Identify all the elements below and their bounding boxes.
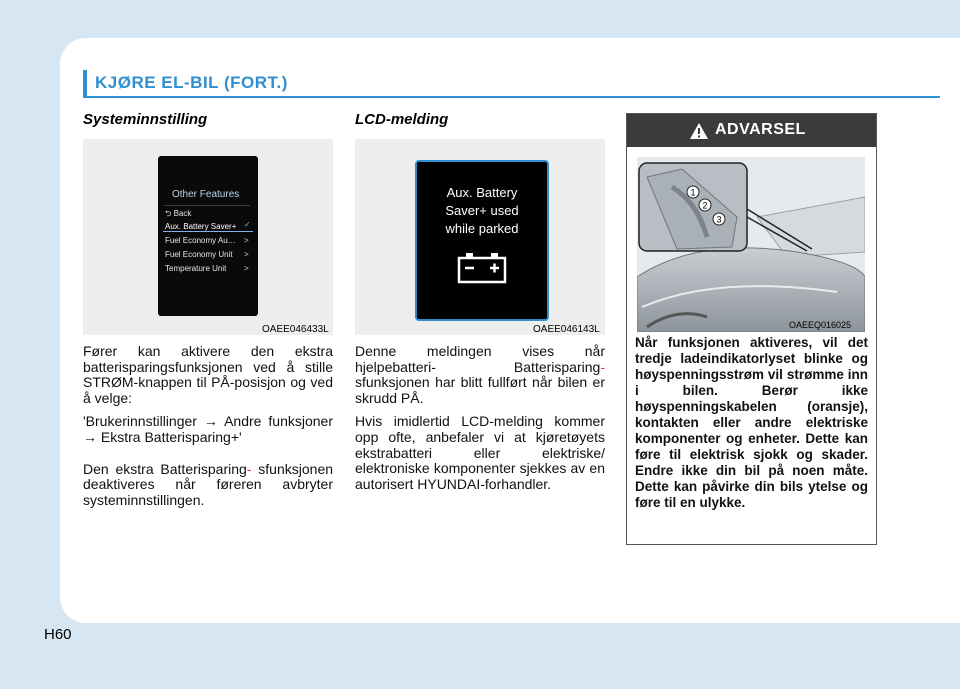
lcd-line-3: while parked <box>445 221 519 236</box>
lcd-message <box>417 184 547 238</box>
left-paragraph-3-part-b: sfunksjonen deaktiveres når føreren avbryter systeminnstillingen. <box>83 460 334 508</box>
section-header: KJØRE EL-BIL (FORT.) <box>95 73 288 92</box>
middle-paragraph-2: Hvis imidlertid LCD-melding kommer opp ofte, anbefaler vi at kjøretøyets ekstrabatteri eller elektriske/ elektroniske komponenter sjekkes av en autorisert HYUNDAI-forhandler. <box>355 413 605 492</box>
lcd-screen <box>415 160 549 321</box>
figure-code: OAEE046433L <box>262 324 329 335</box>
menu-item-back: ⮌ Back <box>165 209 192 218</box>
figure-code: OAEEQ016025 <box>789 320 852 330</box>
callout-3: 3 <box>716 214 722 225</box>
warning-box <box>626 113 877 545</box>
car-illustration <box>637 157 865 332</box>
battery-icon <box>457 250 507 284</box>
chevron-right-icon: > <box>244 264 249 273</box>
left-paragraph-3 <box>83 462 333 509</box>
header-rule <box>83 96 940 98</box>
warning-triangle-icon <box>689 122 709 140</box>
middle-paragraph-1-part-b: sfunksjonen har blitt fullført når bilen er skrudd PÅ. <box>355 374 605 406</box>
warning-text: Når funksjonen aktiveres, vil det tredje ladeindikatorlyset blinke og høyspenningsstrøm vil strømme inn i bilen. Berør ikke høyspenningskabelen (oransje), kontakten eller andre elektriske komponenter og enheter. Dette kan føre til elektrisk sjokk og skader. Endre ikke din bil på noen måte. Dette kan påvirke din bils ytelse og føre til en ulykke. <box>635 335 868 510</box>
middle-paragraph-1 <box>355 344 605 406</box>
middle-paragraph-1-part-a: Denne meldingen vises når hjelpebatteri- Batterisparing <box>355 343 605 375</box>
lcd-line-1: Aux. Battery <box>446 185 518 200</box>
menu-title: Other Features <box>172 189 240 200</box>
menu-item-aux-battery: Aux. Battery Saver+ <box>165 222 237 231</box>
menu-item-fuel-economy-unit: Fuel Economy Unit <box>165 250 233 259</box>
middle-body <box>355 344 605 500</box>
car-hood-figure <box>637 157 865 332</box>
callout-1: 1 <box>690 187 696 198</box>
left-paragraph-3-part-a: Den ekstra Batterisparing <box>83 460 247 477</box>
menu-item-fuel-economy-auto: Fuel Economy Au… <box>165 236 236 245</box>
menu-item-temperature-unit: Temperature Unit <box>165 264 227 273</box>
cluster-menu-screen <box>158 156 258 316</box>
lcd-message-figure <box>355 139 605 335</box>
warning-title: ADVARSEL <box>715 121 806 138</box>
hyphen-mark: - <box>246 460 252 477</box>
page-number: H60 <box>44 626 72 643</box>
left-paragraph-1: Fører kan aktivere den ekstra batterisparingsfunksjonen ved å stille STRØM-knappen til PÅ-posisjon og ved å velge: <box>83 343 333 406</box>
left-body <box>83 344 333 516</box>
header-accent-bar <box>83 70 87 96</box>
middle-section-title: LCD-melding <box>355 111 449 128</box>
check-icon: ✓ <box>244 220 251 229</box>
warning-header <box>627 114 876 147</box>
menu-divider <box>164 205 250 206</box>
hyphen-mark: - <box>600 358 605 375</box>
callout-2: 2 <box>702 200 708 211</box>
chevron-right-icon: > <box>244 236 249 245</box>
lcd-line-2: Saver+ used <box>445 203 519 218</box>
left-paragraph-2: 'Brukerinnstillinger → Andre funksjoner → Ekstra Batterisparing+' <box>83 413 333 445</box>
chevron-right-icon: > <box>244 250 249 259</box>
left-section-title: Systeminnstilling <box>83 111 208 128</box>
figure-code: OAEE046143L <box>533 324 600 335</box>
system-settings-figure <box>83 139 333 335</box>
